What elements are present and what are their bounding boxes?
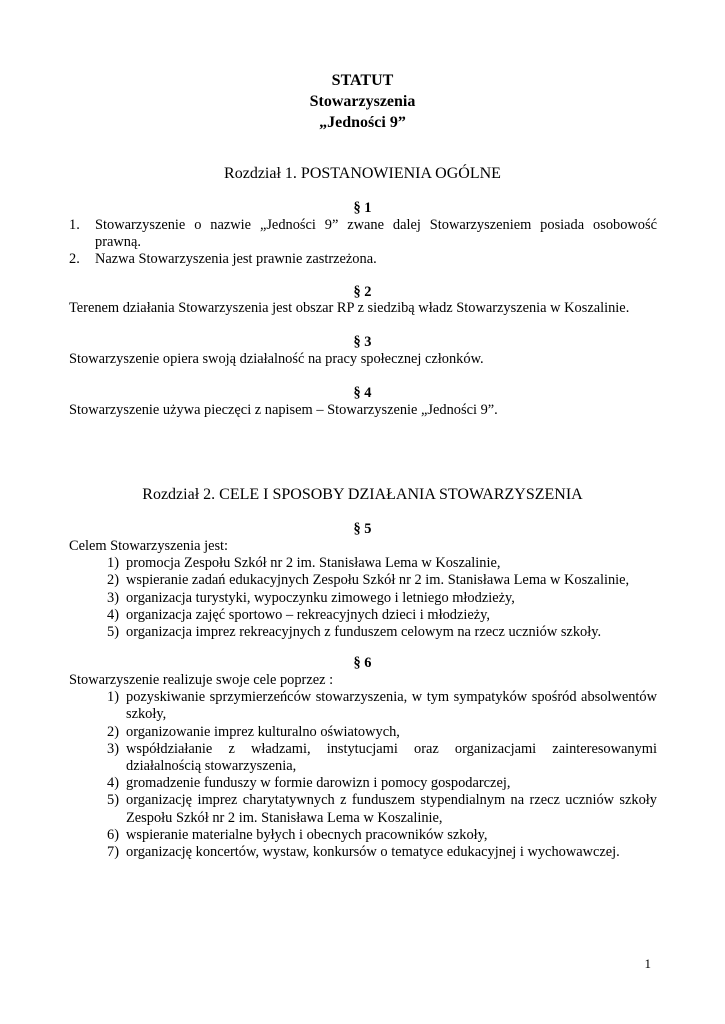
section-5-label: § 5 <box>353 521 372 537</box>
list-item-number: 3) <box>107 589 119 606</box>
list-item-number: 5) <box>107 624 119 641</box>
list-item <box>91 792 657 826</box>
list-item-number: 1) <box>107 555 119 572</box>
list-item <box>91 741 657 775</box>
list-item <box>91 689 657 723</box>
section-6-list <box>91 689 657 861</box>
section-6-label: § 6 <box>353 655 372 671</box>
list-item <box>91 590 657 607</box>
section-3-label: § 3 <box>353 334 372 350</box>
list-item-text: organizację imprez charytatywnych z funduszem stypendialnym na rzecz uczniów szkoły Zespołu Szkół nr 2 im. Stanisława Lema w Koszalinie, <box>126 792 657 826</box>
list-item-number: 6) <box>107 826 119 843</box>
section-5-body <box>69 538 657 641</box>
list-item <box>91 607 657 624</box>
list-item-number: 4) <box>107 606 119 623</box>
section-1-label: § 1 <box>353 200 372 216</box>
chapter-1-heading: Rozdział 1. POSTANOWIENIA OGÓLNE <box>224 165 501 182</box>
list-item-text: organizowanie imprez kulturalno oświatowych, <box>126 723 400 740</box>
list-item-number: 1) <box>107 689 119 706</box>
list-item <box>91 724 657 741</box>
list-item-text: organizacja zajęć sportowo – rekreacyjnych dzieci i młodzieży, <box>126 606 490 623</box>
list-item-text: Nazwa Stowarzyszenia jest prawnie zastrzeżona. <box>95 251 377 268</box>
list-item-text: organizacja turystyki, wypoczynku zimowego i letniego młodzieży, <box>126 589 515 606</box>
section-4-label: § 4 <box>353 385 372 401</box>
list-item-text: współdziałanie z władzami, instytucjami oraz organizacjami zainteresowanymi działalnością stowarzyszenia, <box>126 740 657 775</box>
list-item-text: promocja Zespołu Szkół nr 2 im. Stanisława Lema w Koszalinie, <box>126 555 501 572</box>
list-item <box>91 844 657 861</box>
list-item <box>91 572 657 589</box>
section-6-intro: Stowarzyszenie realizuje swoje cele poprzez : <box>69 672 334 688</box>
list-item-number: 1. <box>69 217 80 233</box>
list-item-text: wspieranie materialne byłych i obecnych pracowników szkoły, <box>126 826 488 843</box>
list-item <box>91 555 657 572</box>
list-item <box>69 251 657 268</box>
title-line-1: STATUT <box>331 72 394 89</box>
section-4-text: Stowarzyszenie używa pieczęci z napisem – Stowarzyszenie „Jedności 9”. <box>69 402 498 418</box>
list-item-text: organizacja imprez rekreacyjnych z funduszem celowym na rzecz uczniów szkoły. <box>126 624 602 641</box>
section-5-list <box>91 555 657 641</box>
list-item-text: organizację koncertów, wystaw, konkursów o tematyce edukacyjnej i wychowawczej. <box>126 844 620 861</box>
chapter-2-heading: Rozdział 2. CELE I SPOSOBY DZIAŁANIA STOWARZYSZENIA <box>142 486 583 503</box>
list-item <box>91 827 657 844</box>
list-item-number: 7) <box>107 844 119 861</box>
section-2-label: § 2 <box>353 284 372 300</box>
list-item-text: Stowarzyszenie o nazwie „Jedności 9” zwane dalej Stowarzyszeniem posiada osobowość prawną. <box>95 217 657 251</box>
list-item-text: wspieranie zadań edukacyjnych Zespołu Szkół nr 2 im. Stanisława Lema w Koszalinie, <box>126 572 630 589</box>
list-item <box>91 624 657 641</box>
list-item-text: gromadzenie funduszy w formie darowizn i pomocy gospodarczej, <box>126 775 511 792</box>
list-item-number: 5) <box>107 792 119 809</box>
list-item <box>69 217 657 251</box>
section-1-list <box>69 217 657 269</box>
list-item-text: pozyskiwanie sprzymierzeńców stowarzyszenia, w tym sympatyków spośród absolwentów szkoły, <box>126 689 657 723</box>
page-number: 1 <box>644 956 651 971</box>
section-2-text: Terenem działania Stowarzyszenia jest obszar RP z siedzibą władz Stowarzyszenia w Koszalinie. <box>69 300 630 316</box>
section-6-body <box>69 672 657 861</box>
document-title <box>0 70 725 133</box>
title-line-2: Stowarzyszenia <box>309 93 416 110</box>
list-item-number: 2. <box>69 251 80 268</box>
list-item-number: 2) <box>107 723 119 740</box>
list-item-number: 3) <box>107 740 119 757</box>
list-item-number: 4) <box>107 775 119 792</box>
list-item-number: 2) <box>107 572 119 589</box>
title-line-3: „Jedności 9” <box>319 114 406 131</box>
section-5-intro: Celem Stowarzyszenia jest: <box>69 538 229 554</box>
list-item <box>91 775 657 792</box>
section-3-text: Stowarzyszenie opiera swoją działalność na pracy społecznej członków. <box>69 351 484 367</box>
